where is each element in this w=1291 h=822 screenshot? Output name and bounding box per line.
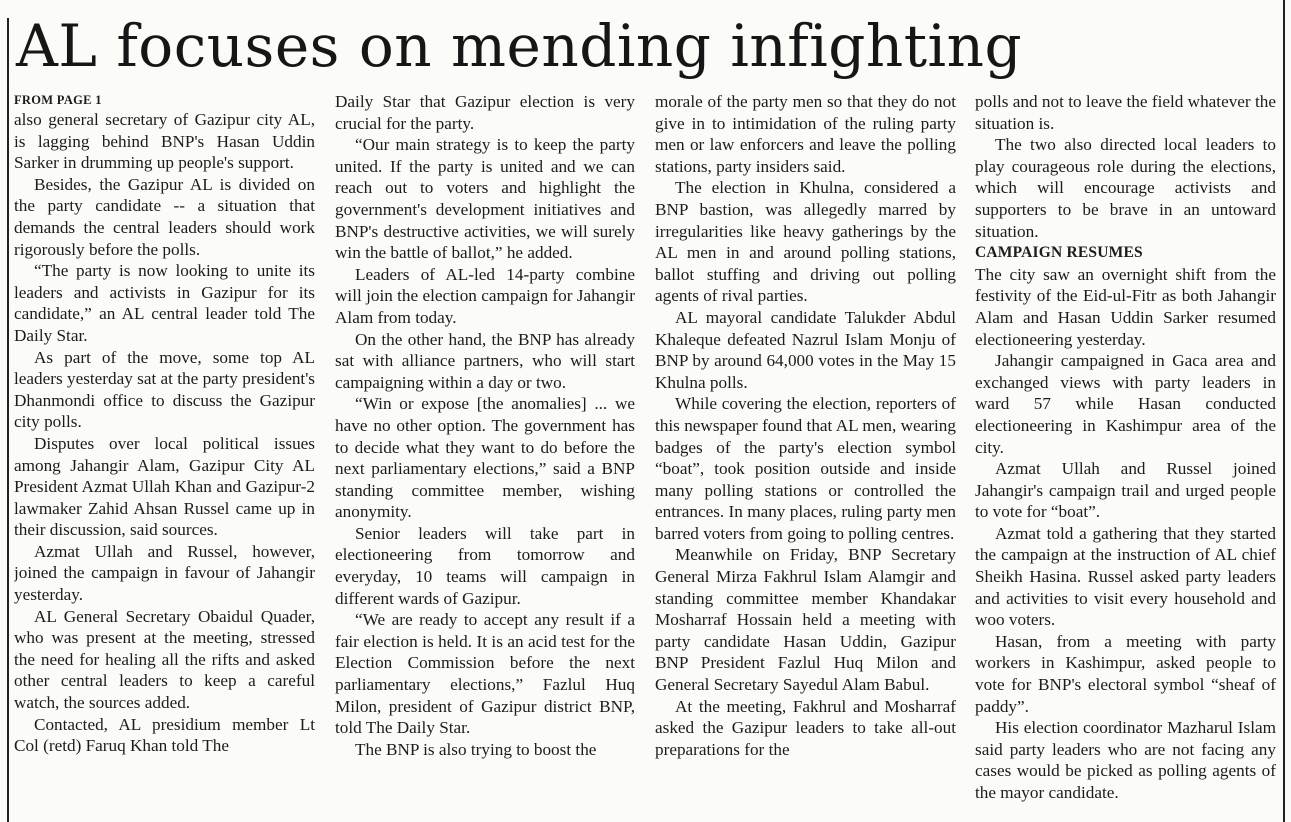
paragraph: “We are ready to accept any result if a fair election is held. It is an acid test for the Election Commission before the next parliamentary elections,” Fazlul Huq Milon, president of Gazipur district BNP, told The Daily Star. <box>335 610 635 738</box>
paragraph: “The party is now looking to unite its leaders and activists in Gazipur for its candidate,” an AL central leader told The Daily Star. <box>14 261 315 345</box>
paragraph: Besides, the Gazipur AL is divided on the party candidate -- a situation that demands the central leaders should work rigorously before the polls. <box>14 174 315 259</box>
article-column-4 <box>975 91 1276 822</box>
paragraph: On the other hand, the BNP has already sat with alliance partners, who will start campaigning within a day or two. <box>335 329 635 392</box>
paragraph: also general secretary of Gazipur city AL, is lagging behind BNP's Hasan Uddin Sarker in drumming up people's support. <box>14 110 315 173</box>
right-column-rule <box>1283 0 1285 822</box>
paragraph: The two also directed local leaders to play courageous role during the elections, which will encourage activists and supporters to be brave in an untoward situation. <box>975 135 1276 241</box>
paragraph: morale of the party men so that they do not give in to intimidation of the ruling party men or law enforcers and leave the polling stations, party insiders said. <box>655 92 956 176</box>
paragraph: Meanwhile on Friday, BNP Secretary General Mirza Fakhrul Islam Alamgir and standing committee member Khandakar Mosharraf Hossain held a meeting with party candidate Hasan Uddin, Gazipur BNP President Fazlul Huq Milon and General Secretary Sayedul Alam Babul. <box>655 545 956 695</box>
article-column-1 <box>14 91 315 822</box>
paragraph: Contacted, AL presidium member Lt Col (retd) Faruq Khan told The <box>14 714 315 756</box>
paragraph: polls and not to leave the field whatever the situation is. <box>975 92 1276 133</box>
paragraph: AL mayoral candidate Talukder Abdul Khaleque defeated Nazrul Islam Monju of BNP by around 64,000 votes in the May 15 Khulna polls. <box>655 307 956 392</box>
paragraph: Daily Star that Gazipur election is very crucial for the party. <box>335 92 635 133</box>
paragraph: Jahangir campaigned in Gaca area and exchanged views with party leaders in ward 57 while Hasan conducted electioneering in Kashimpur area of the city. <box>975 351 1276 457</box>
paragraph: Disputes over local political issues among Jahangir Alam, Gazipur City AL President Azmat Ullah Khan and Gazipur-2 lawmaker Zahid Ahsan Russel came up in their discussion, said sources. <box>14 433 315 540</box>
left-column-rule <box>7 18 9 822</box>
paragraph: “Win or expose [the anomalies] ... we have no other option. The government has to decide what they want to do before the next parliamentary elections,” said a BNP standing committee member, wishing anonymity. <box>335 394 635 522</box>
paragraph: At the meeting, Fakhrul and Mosharraf asked the Gazipur leaders to take all-out preparations for the <box>655 696 956 759</box>
paragraph: Azmat Ullah and Russel joined Jahangir's campaign trail and urged people to vote for “boat”. <box>975 459 1276 522</box>
paragraph: AL General Secretary Obaidul Quader, who was present at the meeting, stressed the need for healing all the rifts and asked other central leaders to keep a careful watch, the sources added. <box>14 606 315 713</box>
headline: AL focuses on mending infighting <box>16 12 1023 80</box>
paragraph: Leaders of AL-led 14-party combine will join the election campaign for Jahangir Alam from today. <box>335 264 635 327</box>
paragraph: While covering the election, reporters of this newspaper found that AL men, wearing badges of the party's election symbol “boat”, took position outside and inside many polling stations or controlled the entrances. In many places, ruling party men barred voters from going to polling centres. <box>655 394 956 543</box>
kicker-from-page: FROM PAGE 1 <box>14 93 102 107</box>
article-column-2 <box>335 91 635 822</box>
paragraph: His election coordinator Mazharul Islam said party leaders who are not facing any cases would be picked as polling agents of the mayor candidate. <box>975 718 1276 802</box>
subhead-campaign-resumes: CAMPAIGN RESUMES <box>975 244 1143 262</box>
article-column-3 <box>655 91 956 822</box>
paragraph: “Our main strategy is to keep the party united. If the party is united and we can reach out to voters and highlight the government's development initiatives and BNP's destructive activities, we will surely win the battle of ballot,” he added. <box>335 135 635 263</box>
paragraph: The city saw an overnight shift from the festivity of the Eid-ul-Fitr as both Jahangir Alam and Hasan Uddin Sarker resumed electioneering yesterday. <box>975 264 1276 349</box>
paragraph: The election in Khulna, considered a BNP bastion, was allegedly marred by irregularities like heavy gatherings by the AL men in and around polling stations, ballot stuffing and driving out polling agents of rival parties. <box>655 178 956 306</box>
paragraph: Azmat Ullah and Russel, however, joined the campaign in favour of Jahangir yesterday. <box>14 541 315 605</box>
paragraph: Senior leaders will take part in electioneering from tomorrow and everyday, 10 teams will campaign in different wards of Gazipur. <box>335 523 635 608</box>
paragraph: As part of the move, some top AL leaders yesterday sat at the party president's Dhanmondi office to discuss the Gazipur city polls. <box>14 347 315 432</box>
paragraph: The BNP is also trying to boost the <box>355 739 597 759</box>
paragraph: Hasan, from a meeting with party workers in Kashimpur, asked people to vote for BNP's electoral symbol “sheaf of paddy”. <box>975 631 1276 716</box>
paragraph: Azmat told a gathering that they started the campaign at the instruction of AL chief Sheikh Hasina. Russel asked party leaders and activities to visit every household and woo voters. <box>975 523 1276 630</box>
